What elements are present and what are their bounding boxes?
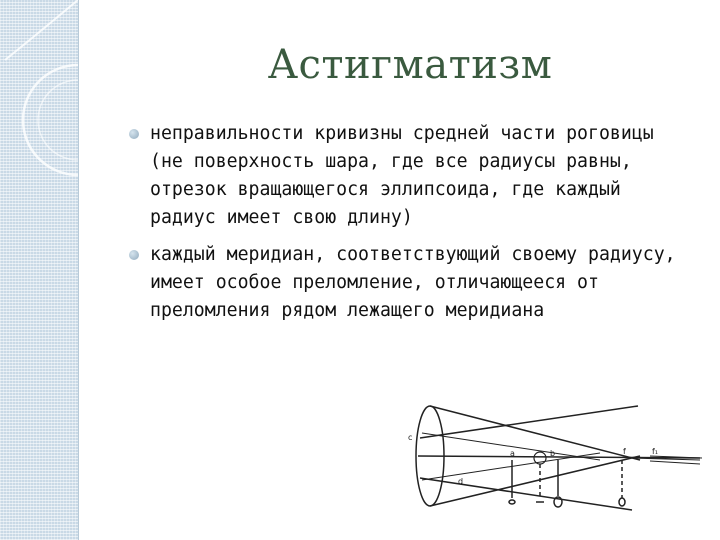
- bullet-text: неправильности кривизны средней части роговицы (не поверхность шара, где все радиусы равны, отрезок вращающегося эллипсоида, где каждый радиус имеет свою длину): [150, 123, 654, 228]
- section-symbol: [509, 500, 515, 504]
- bullet-item-2: [130, 241, 690, 325]
- ray-line: [430, 406, 640, 460]
- decorative-side-band: [0, 0, 79, 540]
- bullet-icon: [129, 250, 139, 260]
- label-c: c: [408, 433, 413, 442]
- band-arc-decoration: [0, 0, 78, 540]
- label-d: d: [458, 477, 464, 486]
- astigmatism-diagram: [400, 398, 710, 518]
- label-f: f: [623, 447, 626, 456]
- slide-title: Астигматизм: [267, 42, 553, 88]
- bullet-text: каждый меридиан, соответствующий своему радиусу, имеет особое преломление, отличающееся от преломления рядом лежащего меридиана: [150, 244, 676, 321]
- bullet-item-1: [130, 120, 690, 232]
- label-f1: f₁: [652, 447, 659, 456]
- bullet-list: [130, 120, 690, 334]
- bullet-icon: [129, 129, 139, 139]
- ray-line: [420, 406, 638, 438]
- section-symbol: [619, 498, 625, 506]
- label-a: a: [510, 449, 515, 458]
- label-b: b: [550, 449, 556, 458]
